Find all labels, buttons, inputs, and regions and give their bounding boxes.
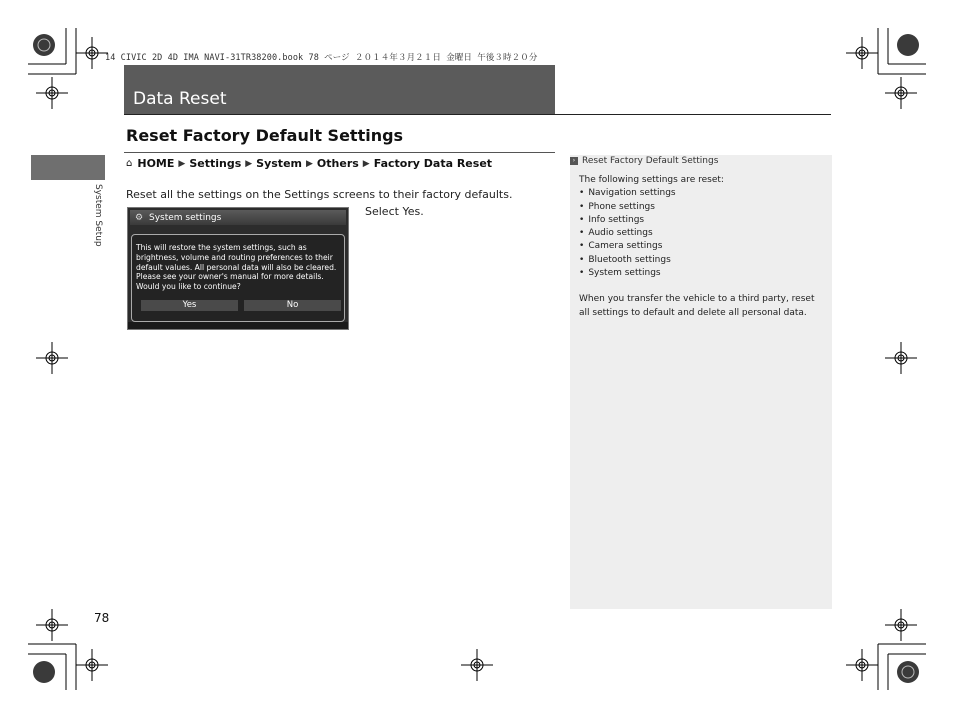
no-button[interactable]: No (244, 300, 341, 311)
print-header-note: 14 CIVIC 2D 4D IMA NAVI-31TR38200.book 78 ページ ２０１４年３月２１日 金曜日 午後３時２０分 (105, 53, 538, 63)
sidebar-note-paragraph: When you transfer the vehicle to a third party, reset all settings to default and delete all personal data. (579, 294, 815, 318)
list-item: • Audio settings (579, 227, 827, 240)
breadcrumb-item-others: Others (316, 157, 359, 170)
list-item: • Bluetooth settings (579, 254, 827, 267)
list-item: • Navigation settings (579, 187, 827, 200)
list-item: • Phone settings (579, 201, 827, 214)
chevron-right-icon: ▶ (306, 158, 313, 169)
yes-button[interactable]: Yes (141, 300, 238, 311)
screenshot-title: System settings (149, 213, 222, 223)
instruction-prefix: Select (365, 205, 403, 218)
section-title: Reset Factory Default Settings (126, 126, 404, 145)
home-nav-icon: ⌂ (126, 158, 133, 169)
breadcrumb-item-factory-data-reset: Factory Data Reset (373, 157, 493, 170)
body-text: Reset all the settings on the Settings screens to their factory defaults. (126, 188, 513, 201)
instruction-suffix: . (420, 205, 424, 218)
sidebar-note-heading-text: Reset Factory Default Settings (582, 156, 719, 166)
breadcrumb-item-home: HOME (137, 157, 175, 170)
chapter-title: Data Reset (133, 89, 227, 109)
list-item: • System settings (579, 267, 827, 280)
chevron-right-icon: ▶ (362, 158, 370, 169)
chevron-right-icon: ▶ (178, 158, 186, 169)
chevron-right-icon: ▶ (245, 158, 253, 169)
list-item: • Camera settings (579, 240, 827, 253)
gear-icon: ⚙ (135, 213, 144, 223)
page-number: 78 (94, 611, 110, 625)
side-chapter-label: System Setup (93, 184, 103, 247)
sidebar-note-intro: The following settings are reset: (579, 175, 724, 185)
list-item: • Info settings (579, 214, 827, 227)
instruction-action: Yes (402, 205, 421, 218)
breadcrumb-item-system: System (256, 157, 302, 170)
breadcrumb-item-settings: Settings (189, 157, 242, 170)
reference-icon: › (570, 157, 578, 165)
dialog-message: This will restore the system settings, such as brightness, volume and routing preferences to their default values. All personal data will also be cleared. Please see your owner's manual for more details. Would you like to continue? (136, 243, 337, 292)
